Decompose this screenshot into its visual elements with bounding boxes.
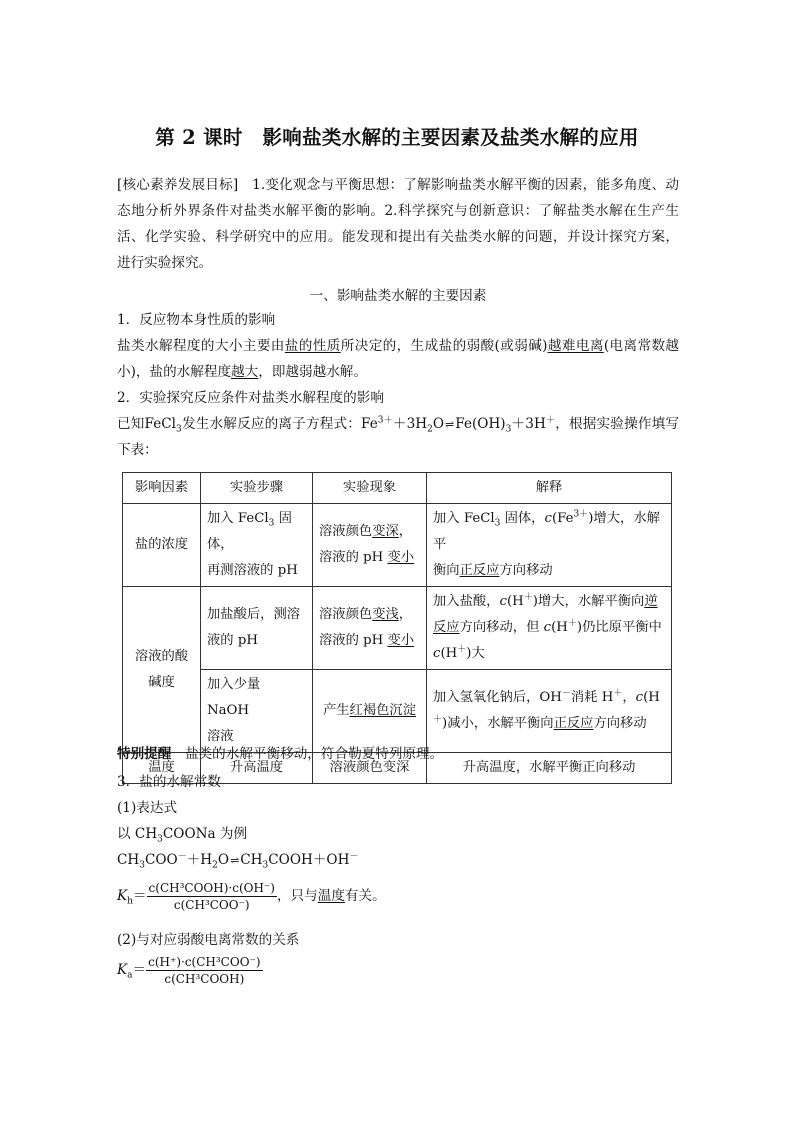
phenomenon-cell: 溶液颜色变浅， 溶液的 pH 变小 bbox=[313, 587, 427, 670]
goals-line-2: 态地分析外界条件对盐类水解平衡的影响。2.科学探究与创新意识：了解盐类水解在生产生 bbox=[117, 203, 679, 219]
reversible-arrow-icon: ⇌ bbox=[230, 854, 240, 867]
header-cell: 解释 bbox=[427, 473, 672, 504]
step-cell: 加入少量 NaOH 溶液 bbox=[201, 670, 313, 753]
subsection-1 bbox=[117, 307, 679, 463]
hydrolysis-equation: $CH_3COO^-+H_2O\rightleftharpoons CH_3COOH+OH^-$ bbox=[117, 851, 359, 871]
phenomenon-cell: 产生红褐色沉淀 bbox=[313, 670, 427, 753]
explanation-cell: 升高温度，水解平衡正向移动 bbox=[427, 753, 672, 784]
lesson-title: 第 2 课时 影响盐类水解的主要因素及盐类水解的应用 bbox=[155, 126, 639, 149]
step-cell: 加盐酸后，测溶 液的 pH bbox=[201, 587, 313, 670]
table-row bbox=[123, 587, 672, 670]
heading-1: 1．反应物本身性质的影响 bbox=[117, 312, 276, 328]
goals-line-1: [核心素养发展目标] 1.变化观念与平衡思想：了解影响盐类水解平衡的因素，能多角度、动 bbox=[117, 177, 679, 193]
table-header-row bbox=[123, 473, 672, 504]
subheading-expression: (1)表达式 bbox=[117, 800, 178, 816]
paragraph-1-line-1: 盐类水解程度的大小主要由盐的性质所决定的，生成盐的弱酸(或弱碱)越难电离(电离常数越 bbox=[117, 338, 680, 354]
table-row bbox=[123, 504, 672, 587]
ka-fraction: $\frac{\text{c(H⁺)·c(CH³COO⁻)}}{\text{c(CH³COOH)}}$ bbox=[148, 955, 261, 986]
factor-cell: 溶液的酸 碱度 bbox=[123, 587, 201, 753]
example-line: 以 $CH_3COONa$ 为例 bbox=[117, 826, 248, 845]
kh-fraction: $\frac{\text{c(CH³COOH)·c(OH⁻)}}{\text{c(CH³COO⁻)}}$ bbox=[148, 881, 275, 912]
explanation-cell: 加入盐酸，c(H＋)增大，水解平衡向逆 反应方向移动，但 c(H＋)仍比原平衡中 c(H＋)大 bbox=[427, 587, 672, 670]
core-goals bbox=[117, 172, 679, 276]
paragraph-2-line-2: 下表： bbox=[117, 442, 158, 458]
paragraph-2-line-1: 已知FeCl$_3$发生水解反应的离子方程式：$Fe^{3+}+3H_2O\rightleftharpoons Fe(OH)_3+3H^+$，根据实验操作填写 bbox=[117, 415, 679, 435]
explanation-cell: 加入氢氧化钠后，OH－消耗 H＋，c(H ＋)减小，水解平衡向正反应方向移动 bbox=[427, 670, 672, 753]
heading-2: 2．实验探究反应条件对盐类水解程度的影响 bbox=[117, 390, 384, 406]
goals-line-4: 进行实验探究。 bbox=[117, 255, 213, 271]
step-cell: 加入 FeCl$_3$ 固体， 再测溶液的 pH bbox=[201, 504, 313, 587]
step-cell: 升高温度 bbox=[201, 753, 313, 784]
subsection-3 bbox=[117, 741, 679, 873]
paragraph-1-line-2: 小)，盐的水解程度越大，即越弱越水解。 bbox=[117, 364, 367, 380]
section-heading: 一、影响盐类水解的主要因素 bbox=[309, 288, 487, 304]
explanation-cell: 加入 FeCl$_3$ 固体，$c(Fe^{3+})$增大，水解平 衡向正反应方向移动 bbox=[427, 504, 672, 587]
goals-line-3: 活、化学实验、科学研究中的应用。能发现和提出有关盐类水解的问题，并设计探究方案， bbox=[117, 229, 679, 245]
ka-formula: $K_a=$ $\frac{\text{c(H⁺)·c(CH³COO⁻)}}{\text{c(CH³COOH)}}$ bbox=[117, 955, 261, 986]
header-cell: 影响因素 bbox=[123, 473, 201, 504]
header-cell: 实验现象 bbox=[313, 473, 427, 504]
factor-cell: 盐的浓度 bbox=[123, 504, 201, 587]
kh-formula: $K_h=$ $\frac{\text{c(CH³COOH)·c(OH⁻)}}{\text{c(CH³COO⁻)}}$ ，只与温度有关。 bbox=[117, 881, 386, 912]
factor-cell: 温度 bbox=[123, 753, 201, 784]
subheading-relation: (2)与对应弱酸电离常数的关系 bbox=[117, 932, 300, 948]
reversible-arrow-icon: ⇌ bbox=[445, 418, 455, 431]
phenomenon-cell: 溶液颜色变深 bbox=[313, 753, 427, 784]
experiment-table bbox=[122, 472, 672, 784]
phenomenon-cell: 溶液颜色变深， 溶液的 pH 变小 bbox=[313, 504, 427, 587]
heading-3: 3．盐的水解常数 bbox=[117, 774, 221, 790]
special-tip: 特别提醒 盐类的水解平衡移动，符合勒夏特列原理。 bbox=[117, 746, 444, 762]
header-cell: 实验步骤 bbox=[201, 473, 313, 504]
